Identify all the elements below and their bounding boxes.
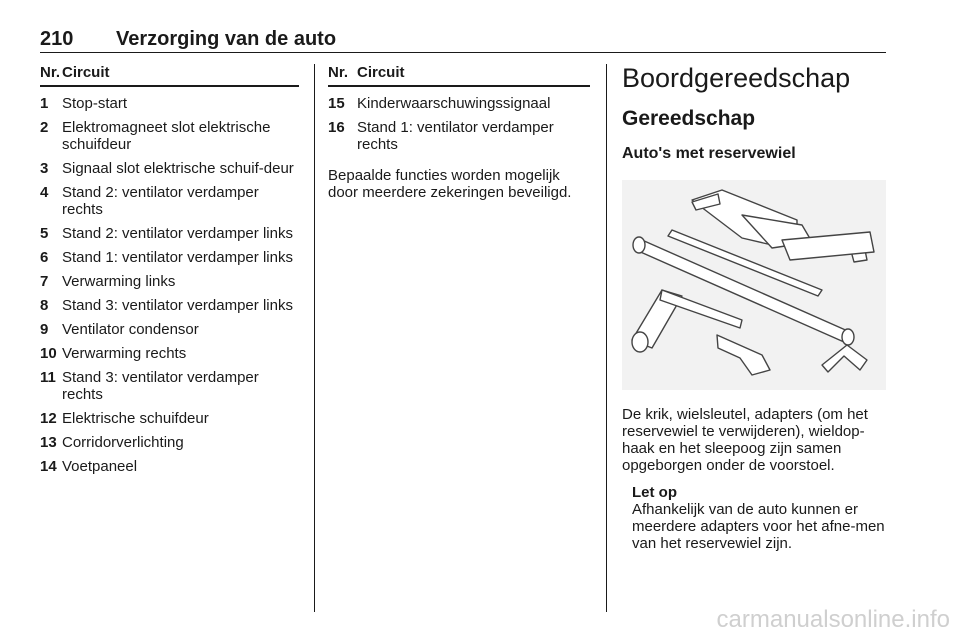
fuse-circuit: Verwarming links bbox=[62, 273, 176, 290]
table-row bbox=[40, 225, 299, 242]
note-title: Let op bbox=[632, 484, 677, 501]
page-header bbox=[40, 28, 886, 50]
fuse-number: 16 bbox=[328, 119, 345, 136]
fuse-table-right bbox=[328, 64, 590, 201]
fuse-number: 7 bbox=[40, 273, 49, 290]
column-divider bbox=[606, 64, 607, 612]
fuse-circuit: Stop-start bbox=[62, 95, 128, 112]
watermark: carmanualsonline.info bbox=[716, 606, 950, 633]
table-header bbox=[40, 64, 299, 87]
fuse-number: 14 bbox=[40, 458, 57, 475]
fuse-circuit: Elektromagneet slot elektrische schuifdeur bbox=[62, 119, 271, 153]
fuse-number: 3 bbox=[40, 160, 49, 177]
heading-boordgereedschap: Boordgereedschap bbox=[622, 63, 851, 93]
fuse-circuit: Stand 3: ventilator verdamper links bbox=[62, 297, 293, 314]
table-body bbox=[328, 87, 590, 153]
fuse-number: 8 bbox=[40, 297, 49, 314]
table-row bbox=[40, 273, 299, 290]
column-header-circuit: Circuit bbox=[62, 64, 110, 81]
fuse-circuit: Stand 2: ventilator verdamper links bbox=[62, 225, 293, 242]
fuse-number: 15 bbox=[328, 95, 345, 112]
fuse-circuit: Kinderwaarschuwingssignaal bbox=[357, 95, 551, 112]
table-row bbox=[40, 369, 299, 403]
fuse-number: 2 bbox=[40, 119, 49, 136]
table-row bbox=[40, 321, 299, 338]
table-row bbox=[328, 95, 590, 112]
fuse-number: 9 bbox=[40, 321, 49, 338]
fuse-circuit: Stand 3: ventilator verdamper rechts bbox=[62, 369, 259, 403]
fuse-circuit: Verwarming rechts bbox=[62, 345, 187, 362]
fuse-number: 13 bbox=[40, 434, 57, 451]
fuse-circuit: Stand 1: ventilator verdamper rechts bbox=[357, 119, 554, 153]
fuse-circuit: Ventilator condensor bbox=[62, 321, 199, 338]
table-row bbox=[40, 119, 299, 153]
column-divider bbox=[314, 64, 315, 612]
tools-illustration bbox=[622, 180, 886, 390]
table-row bbox=[328, 119, 590, 153]
tools-description: De krik, wielsleutel, adapters (om het reservewiel te verwijderen), wieldop-haak en het sleepoog zijn samen opgeborgen onder de voorstoel. bbox=[622, 406, 868, 474]
table-row bbox=[40, 458, 299, 475]
fuse-number: 4 bbox=[40, 184, 49, 201]
fuse-circuit: Voetpaneel bbox=[62, 458, 138, 475]
fuse-number: 6 bbox=[40, 249, 49, 266]
section-title: Verzorging van de auto bbox=[116, 28, 337, 50]
fuse-number: 1 bbox=[40, 95, 49, 112]
fuse-number: 10 bbox=[40, 345, 57, 362]
fuse-number: 11 bbox=[40, 369, 56, 386]
page-number: 210 bbox=[40, 28, 74, 50]
header-rule bbox=[40, 52, 886, 53]
fuse-circuit: Stand 1: ventilator verdamper links bbox=[62, 249, 293, 266]
table-header bbox=[328, 64, 590, 87]
column-header-nr: Nr. bbox=[40, 64, 61, 81]
fuse-circuit: Elektrische schuifdeur bbox=[62, 410, 209, 427]
fuse-number: 12 bbox=[40, 410, 57, 427]
heading-spare-wheel: Auto's met reservewiel bbox=[622, 145, 796, 162]
table-row bbox=[40, 345, 299, 362]
table-row bbox=[40, 249, 299, 266]
fuse-table-left bbox=[40, 64, 299, 475]
table-row bbox=[40, 297, 299, 314]
table-row bbox=[40, 184, 299, 218]
column-header-circuit: Circuit bbox=[357, 64, 405, 81]
column-header-nr: Nr. bbox=[328, 64, 349, 81]
table-row bbox=[40, 95, 299, 112]
fuse-number: 5 bbox=[40, 225, 49, 242]
fuse-note: Bepaalde functies worden mogelijk door meerdere zekeringen beveiligd. bbox=[328, 167, 572, 201]
note-text: Afhankelijk van de auto kunnen er meerdere adapters voor het afne-men van het reservewiel zijn. bbox=[632, 501, 885, 552]
note-block bbox=[632, 484, 887, 552]
fuse-circuit: Signaal slot elektrische schuif-deur bbox=[62, 160, 294, 177]
table-body bbox=[40, 87, 299, 475]
tools-section bbox=[622, 64, 887, 552]
heading-gereedschap: Gereedschap bbox=[622, 107, 756, 130]
table-row bbox=[40, 410, 299, 427]
fuse-circuit: Corridorverlichting bbox=[62, 434, 184, 451]
table-row bbox=[40, 434, 299, 451]
table-row bbox=[40, 160, 299, 177]
fuse-circuit: Stand 2: ventilator verdamper rechts bbox=[62, 184, 259, 218]
